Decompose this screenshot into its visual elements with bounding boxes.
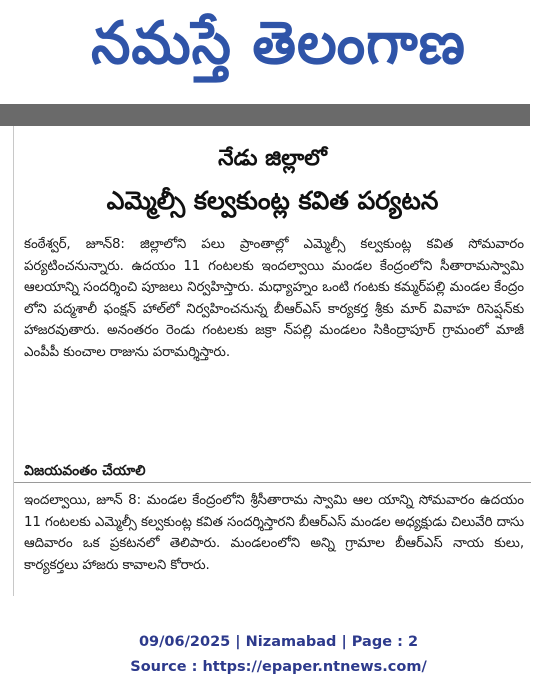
headline-kicker: నేడు జిల్లాలో xyxy=(218,146,327,171)
footer-meta: 09/06/2025 | Nizamabad | Page : 2 xyxy=(138,634,419,650)
subheading-separator xyxy=(14,482,531,483)
article-paragraph-1: కంఠేశ్వర్, జూన్8: జిల్లాలోని పలు ప్రాంతాల్లో ఎమ్మెల్సీ కల్వకుంట్ల కవిత సోమవారం పర్యటించనున్నారు. ఉదయం 11 గంటలకు ఇందల్వాయి మండల కేంద్రంలోని సీతారామస్వామి ఆలయాన్ని సందర్శించి పూజలు నిర్వహిస్తారు. మధ్యాహ్నం ఒంటి గంటకు కమ్మర్‌పల్లి మండల కేంద్రం లోని పద్మశాలీ ఫంక్షన్ హాల్‌లో నిర్వహించనున్న బీఆర్ఎస్ కార్యకర్త శ్రీకు మార్ వివాహ రిసెప్షన్‌కు హాజరవుతారు. అనంతరం రెండు గంటలకు జక్రా న్‌పల్లి మండలం సికింద్రాపూర్ గ్రామంలో మాజీ ఎంపీపీ కుంచాల రాజును పరామర్శిస్తారు. xyxy=(24,237,524,360)
masthead-logo-text: నమస్తే తెలంగాణ xyxy=(91,9,466,78)
header-divider-bar xyxy=(0,104,530,126)
article-paragraph-2: ఇందల్వాయి, జూన్ 8: మండల కేంద్రంలోని శ్రీసీతారామ స్వామి ఆల యాన్ని సోమవారం ఉదయం 11 గంటలకు ఎమ్మెల్సీ కల్వకుంట్ల కవిత సందర్శిస్తారని బీఆర్ఎస్ మండల అధ్యక్షుడు చిలువేరి దాసు ఆదివారం ఒక ప్రకటనలో తెలిపారు. మండలంలోని అన్ని గ్రామాల బీఆర్ఎస్ నాయ కులు, కార్యకర్తలు హాజరు కావాలని కోరారు. xyxy=(24,493,524,573)
footer-source-link[interactable]: Source : https://epaper.ntnews.com/ xyxy=(130,659,427,675)
news-article xyxy=(13,126,531,596)
newspaper-masthead xyxy=(0,0,557,100)
article-subheading: విజయవంతం చేయాలి xyxy=(24,463,146,479)
headline-main: ఎమ్మెల్సీ కల్వకుంట్ల కవిత పర్యటన xyxy=(106,186,439,215)
